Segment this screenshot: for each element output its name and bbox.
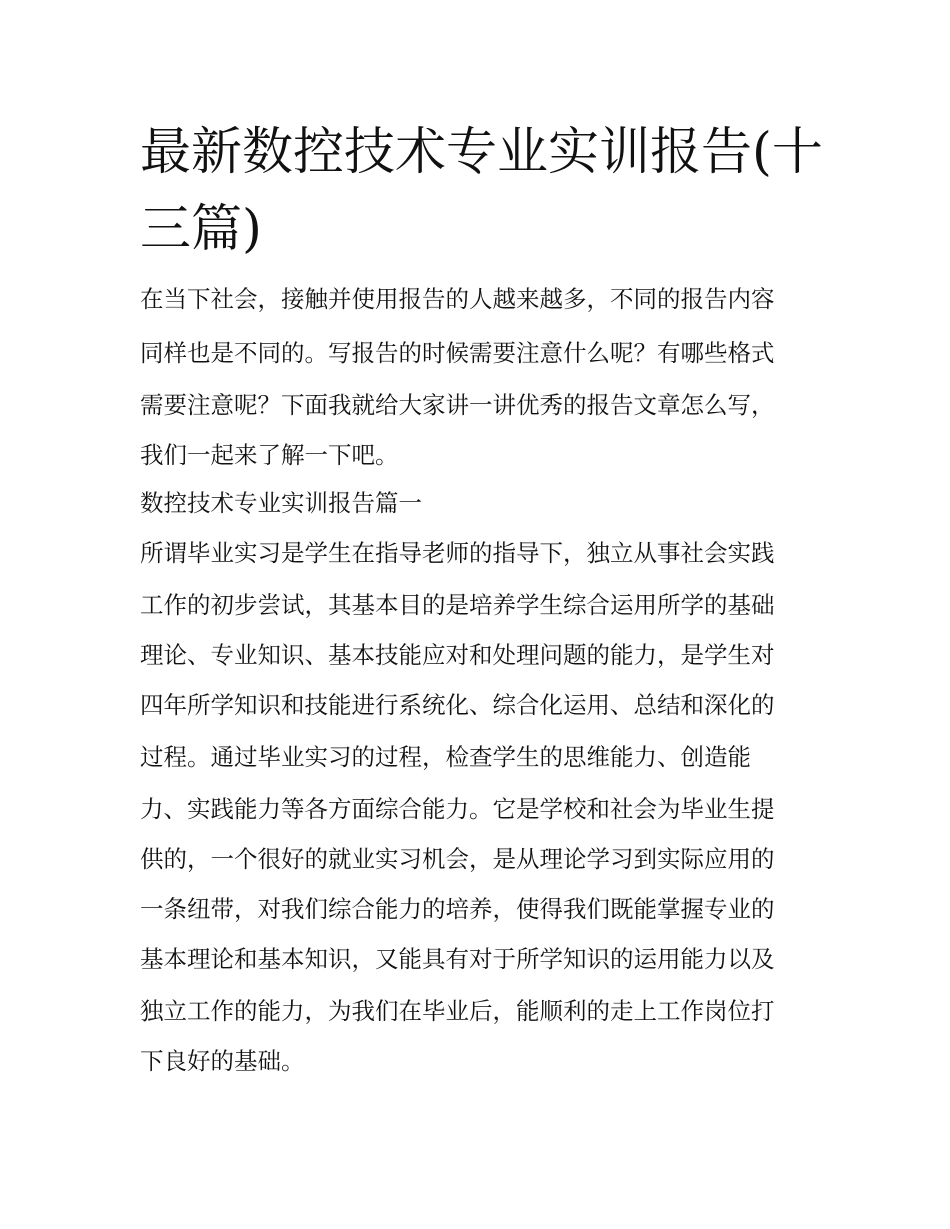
body-line-6: 力、实践能力等各方面综合能力。它是学校和社会为毕业生提: [140, 795, 775, 823]
title-line-1: 最新数控技术专业实训报告(十: [140, 123, 823, 182]
title-line-2: 三篇): [140, 200, 262, 259]
section-heading: 数控技术专业实训报告篇一: [140, 489, 422, 517]
intro-line-4: 我们一起来了解一下吧。: [140, 441, 399, 469]
body-line-10: 独立工作的能力，为我们在毕业后，能顺利的走上工作岗位打: [140, 997, 775, 1025]
body-line-11: 下良好的基础。: [140, 1047, 305, 1075]
body-line-1: 所谓毕业实习是学生在指导老师的指导下，独立从事社会实践: [140, 539, 775, 567]
body-line-8: 一条纽带，对我们综合能力的培养，使得我们既能掌握专业的: [140, 895, 775, 923]
body-line-7: 供的，一个很好的就业实习机会，是从理论学习到实际应用的: [140, 845, 775, 873]
body-line-4: 四年所学知识和技能进行系统化、综合化运用、总结和深化的: [140, 691, 775, 719]
body-line-5: 过程。通过毕业实习的过程，检查学生的思维能力、创造能: [140, 743, 751, 771]
intro-line-2: 同样也是不同的。写报告的时候需要注意什么呢？有哪些格式: [140, 339, 775, 367]
intro-line-1: 在当下社会，接触并使用报告的人越来越多，不同的报告内容: [140, 285, 775, 313]
body-line-2: 工作的初步尝试，其基本目的是培养学生综合运用所学的基础: [140, 591, 775, 619]
body-line-3: 理论、专业知识、基本技能应对和处理问题的能力，是学生对: [140, 641, 775, 669]
intro-line-3: 需要注意呢？下面我就给大家讲一讲优秀的报告文章怎么写，: [140, 391, 775, 419]
document-title: [140, 114, 823, 268]
body-line-9: 基本理论和基本知识，又能具有对于所学知识的运用能力以及: [140, 945, 775, 973]
